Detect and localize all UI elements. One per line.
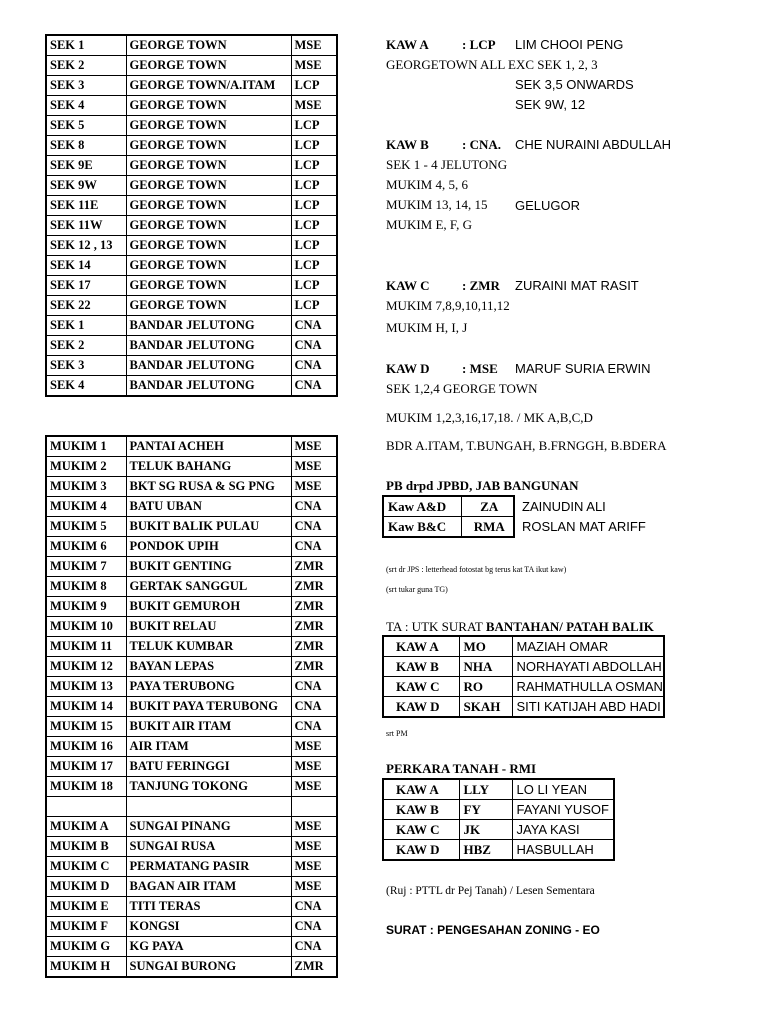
mukim-row [46, 677, 337, 697]
sek-row [46, 176, 337, 196]
kaw-b-label: KAW B [386, 137, 429, 152]
mukim-row-cell-2: AIR ITAM [126, 737, 291, 757]
sek-row [46, 35, 337, 56]
mukim-row-cell-3: MSE [291, 477, 337, 497]
ta-row-cell-3: RAHMATHULLA OSMAN [512, 677, 664, 697]
kaw-a-name: LIM CHOOI PENG [515, 37, 624, 52]
ta-row-cell-3: NORHAYATI ABDOLLAH [512, 657, 664, 677]
ta-row-cell-3: SITI KATIJAH ABD HADI [512, 697, 664, 718]
pb-row-name: ZAINUDIN ALI [522, 499, 606, 514]
mukim-row-cell-1: MUKIM 13 [46, 677, 126, 697]
rmi-row-cell-2: LLY [459, 779, 512, 800]
mukim-row-cell-2: PAYA TERUBONG [126, 677, 291, 697]
mukim-row-cell-3: CNA [291, 697, 337, 717]
rmi-table [382, 778, 615, 861]
mukim-row-cell-1: MUKIM 18 [46, 777, 126, 797]
pb-row-cell-1: Kaw B&C [383, 517, 461, 538]
sek-row-cell-2: GEORGE TOWN [126, 116, 291, 136]
pb-row-cell-2: ZA [461, 496, 514, 517]
sek-row-cell-2: BANDAR JELUTONG [126, 376, 291, 397]
mukim-row-cell-2: BATU UBAN [126, 497, 291, 517]
kaw-a-code: : LCP [462, 37, 496, 52]
sek-row [46, 56, 337, 76]
sek-row-cell-3: LCP [291, 276, 337, 296]
mukim-row-cell-2: SUNGAI PINANG [126, 817, 291, 837]
kaw-b-name: CHE NURAINI ABDULLAH [515, 137, 672, 152]
sek-row-cell-2: BANDAR JELUTONG [126, 316, 291, 336]
mukim-row [46, 597, 337, 617]
pb-note1 [386, 562, 566, 578]
pb-row [383, 496, 514, 517]
sek-row-cell-1: SEK 11W [46, 216, 126, 236]
mukim-row-cell-3: ZMR [291, 657, 337, 677]
rmi-row-cell-1: KAW A [383, 779, 459, 800]
kaw-d-code: : MSE [462, 361, 498, 376]
mukim-row [46, 717, 337, 737]
rmi-note: (Ruj : PTTL dr Pej Tanah) / Lesen Sementara [386, 885, 595, 897]
mukim-row [46, 957, 337, 978]
sek-row [46, 216, 337, 236]
mukim-row [46, 557, 337, 577]
pb-table [382, 495, 515, 538]
rmi-row-cell-1: KAW D [383, 840, 459, 861]
sek-row [46, 96, 337, 116]
mukim-row-cell-1: MUKIM 8 [46, 577, 126, 597]
mukim-row-cell-2: BUKIT BALIK PULAU [126, 517, 291, 537]
mukim-row-cell-3: MSE [291, 857, 337, 877]
ta-row-cell-2: MO [459, 636, 512, 657]
kaw-a-line1: GEORGETOWN ALL EXC SEK 1, 2, 3 [386, 57, 598, 72]
mukim-row-cell-1: MUKIM F [46, 917, 126, 937]
mukim-row-cell-2: TITI TERAS [126, 897, 291, 917]
kaw-c-name: ZURAINI MAT RASIT [515, 278, 639, 293]
rmi-row-cell-3: HASBULLAH [512, 840, 614, 861]
mukim-row-cell-3 [291, 797, 337, 817]
ta-title-prefix: TA : UTK SURAT [386, 619, 486, 634]
mukim-row-cell-3: ZMR [291, 597, 337, 617]
rmi-row-cell-1: KAW C [383, 820, 459, 840]
sek-row [46, 336, 337, 356]
sek-row-cell-2: GEORGE TOWN [126, 176, 291, 196]
rmi-row [383, 800, 614, 820]
mukim-row-cell-3: CNA [291, 517, 337, 537]
mukim-row [46, 577, 337, 597]
sek-row-cell-2: GEORGE TOWN [126, 276, 291, 296]
mukim-table [45, 435, 338, 978]
sek-row-cell-3: LCP [291, 296, 337, 316]
mukim-row-cell-3: CNA [291, 677, 337, 697]
mukim-row-cell-1: MUKIM 5 [46, 517, 126, 537]
rmi-row [383, 840, 614, 861]
mukim-row-cell-3: CNA [291, 897, 337, 917]
sek-row-cell-2: GEORGE TOWN [126, 56, 291, 76]
mukim-row-cell-3: ZMR [291, 617, 337, 637]
kaw-b-line3: MUKIM 13, 14, 15 [386, 197, 488, 212]
mukim-row-cell-2: PANTAI ACHEH [126, 436, 291, 457]
sek-row-cell-1: SEK 2 [46, 56, 126, 76]
kaw-d-line3: BDR A.ITAM, T.BUNGAH, B.FRNGGH, B.BDERA [386, 438, 667, 453]
mukim-row [46, 797, 337, 817]
sek-row-cell-3: LCP [291, 236, 337, 256]
sek-row-cell-1: SEK 1 [46, 35, 126, 56]
mukim-row-cell-2: TELUK KUMBAR [126, 637, 291, 657]
mukim-row-cell-2: GERTAK SANGGUL [126, 577, 291, 597]
sek-row-cell-3: CNA [291, 316, 337, 336]
mukim-row-cell-3: MSE [291, 757, 337, 777]
mukim-row [46, 617, 337, 637]
sek-row-cell-2: GEORGE TOWN [126, 256, 291, 276]
mukim-row-cell-2: BUKIT GENTING [126, 557, 291, 577]
mukim-row [46, 517, 337, 537]
mukim-row [46, 457, 337, 477]
mukim-row-cell-2: BUKIT RELAU [126, 617, 291, 637]
sek-row [46, 376, 337, 397]
mukim-row [46, 757, 337, 777]
sek-row [46, 356, 337, 376]
kaw-c-line2: MUKIM H, I, J [386, 320, 468, 335]
rmi-row-cell-2: JK [459, 820, 512, 840]
sek-row [46, 76, 337, 96]
sek-row-cell-3: CNA [291, 336, 337, 356]
mukim-row-cell-2: PERMATANG PASIR [126, 857, 291, 877]
mukim-row-cell-1: MUKIM 14 [46, 697, 126, 717]
mukim-row-cell-3: MSE [291, 777, 337, 797]
mukim-row-cell-1: MUKIM 12 [46, 657, 126, 677]
sek-row [46, 256, 337, 276]
pb-note2: (srt tukar guna TG) [386, 585, 448, 594]
sek-row-cell-2: GEORGE TOWN [126, 35, 291, 56]
surat-title: SURAT : PENGESAHAN ZONING - EO [386, 923, 600, 937]
sek-row-cell-1: SEK 8 [46, 136, 126, 156]
mukim-row-cell-1: MUKIM 10 [46, 617, 126, 637]
mukim-row-cell-2: SUNGAI RUSA [126, 837, 291, 857]
rmi-row-cell-2: HBZ [459, 840, 512, 861]
sek-row-cell-1: SEK 4 [46, 376, 126, 397]
mukim-row [46, 877, 337, 897]
sek-row [46, 316, 337, 336]
sek-row-cell-1: SEK 3 [46, 76, 126, 96]
kaw-a-label: KAW A [386, 37, 429, 52]
rmi-row-cell-3: FAYANI YUSOF [512, 800, 614, 820]
sek-row-cell-2: GEORGE TOWN [126, 296, 291, 316]
mukim-row-cell-2: BATU FERINGGI [126, 757, 291, 777]
mukim-row-cell-3: CNA [291, 937, 337, 957]
kaw-d-label: KAW D [386, 361, 430, 376]
mukim-row-cell-3: CNA [291, 537, 337, 557]
sek-row-cell-3: CNA [291, 356, 337, 376]
sek-row-cell-3: LCP [291, 76, 337, 96]
sek-row-cell-1: SEK 4 [46, 96, 126, 116]
mukim-row-cell-2 [126, 797, 291, 817]
mukim-row-cell-2: KONGSI [126, 917, 291, 937]
rmi-title: PERKARA TANAH - RMI [386, 761, 537, 776]
sek-row [46, 276, 337, 296]
sek-row-cell-1: SEK 9E [46, 156, 126, 176]
mukim-row-cell-2: BUKIT PAYA TERUBONG [126, 697, 291, 717]
mukim-row-cell-3: CNA [291, 917, 337, 937]
sek-row-cell-3: MSE [291, 56, 337, 76]
mukim-row [46, 837, 337, 857]
sek-row-cell-2: GEORGE TOWN [126, 96, 291, 116]
mukim-row-cell-1: MUKIM B [46, 837, 126, 857]
sek-row-cell-2: GEORGE TOWN [126, 156, 291, 176]
mukim-row-cell-2: BUKIT GEMUROH [126, 597, 291, 617]
mukim-row-cell-3: MSE [291, 837, 337, 857]
sek-row-cell-2: GEORGE TOWN [126, 136, 291, 156]
ta-row-cell-3: MAZIAH OMAR [512, 636, 664, 657]
mukim-row [46, 436, 337, 457]
mukim-row-cell-3: ZMR [291, 577, 337, 597]
sek-row-cell-1: SEK 3 [46, 356, 126, 376]
sek-row-cell-2: GEORGE TOWN [126, 196, 291, 216]
mukim-row-cell-2: TANJUNG TOKONG [126, 777, 291, 797]
sek-row-cell-1: SEK 5 [46, 116, 126, 136]
mukim-row-cell-1: MUKIM E [46, 897, 126, 917]
kaw-b-line3b: GELUGOR [515, 198, 581, 213]
ta-row [383, 636, 664, 657]
ta-row-cell-2: RO [459, 677, 512, 697]
ta-row [383, 677, 664, 697]
ta-row-cell-1: KAW C [383, 677, 459, 697]
sek-row-cell-1: SEK 14 [46, 256, 126, 276]
pb-row-name: ROSLAN MAT ARIFF [522, 519, 646, 534]
kaw-a-line3: SEK 9W, 12 [515, 97, 586, 112]
sek-row-cell-3: LCP [291, 196, 337, 216]
mukim-row-cell-3: MSE [291, 737, 337, 757]
sek-row-cell-1: SEK 11E [46, 196, 126, 216]
rmi-row-cell-3: LO LI YEAN [512, 779, 614, 800]
mukim-row [46, 697, 337, 717]
sek-row [46, 236, 337, 256]
mukim-row-cell-1: MUKIM C [46, 857, 126, 877]
rmi-row-cell-1: KAW B [383, 800, 459, 820]
mukim-row-cell-2: BUKIT AIR ITAM [126, 717, 291, 737]
mukim-row-cell-1: MUKIM 1 [46, 436, 126, 457]
sek-row-cell-2: BANDAR JELUTONG [126, 336, 291, 356]
mukim-row-cell-1: MUKIM 16 [46, 737, 126, 757]
ta-title [386, 619, 654, 635]
mukim-row-cell-3: ZMR [291, 957, 337, 978]
mukim-row-cell-2: PONDOK UPIH [126, 537, 291, 557]
sek-row-cell-3: LCP [291, 256, 337, 276]
pb-row-cell-2: RMA [461, 517, 514, 538]
sek-row-cell-3: LCP [291, 216, 337, 236]
mukim-row [46, 637, 337, 657]
ta-row-cell-2: NHA [459, 657, 512, 677]
sek-row-cell-1: SEK 12 , 13 [46, 236, 126, 256]
sek-row [46, 196, 337, 216]
mukim-row [46, 937, 337, 957]
mukim-row-cell-1: MUKIM 4 [46, 497, 126, 517]
mukim-row-cell-1: MUKIM G [46, 937, 126, 957]
mukim-row-cell-2: BKT SG RUSA & SG PNG [126, 477, 291, 497]
sek-row [46, 136, 337, 156]
mukim-row [46, 537, 337, 557]
mukim-row-cell-1: MUKIM D [46, 877, 126, 897]
mukim-row-cell-2: SUNGAI BURONG [126, 957, 291, 978]
ta-note: srt PM [386, 729, 408, 738]
mukim-row [46, 477, 337, 497]
kaw-b-line1: SEK 1 - 4 JELUTONG [386, 157, 508, 172]
sek-row-cell-3: LCP [291, 176, 337, 196]
mukim-row [46, 897, 337, 917]
mukim-row-cell-1: MUKIM 15 [46, 717, 126, 737]
mukim-row-cell-3: MSE [291, 877, 337, 897]
mukim-row-cell-1: MUKIM 7 [46, 557, 126, 577]
mukim-row-cell-3: CNA [291, 717, 337, 737]
sek-row-cell-3: CNA [291, 376, 337, 397]
rmi-row [383, 779, 614, 800]
mukim-row [46, 817, 337, 837]
mukim-row-cell-3: ZMR [291, 557, 337, 577]
sek-row-cell-1: SEK 17 [46, 276, 126, 296]
kaw-c-code: : ZMR [462, 278, 500, 293]
sek-row [46, 116, 337, 136]
mukim-row [46, 777, 337, 797]
pb-row-cell-1: Kaw A&D [383, 496, 461, 517]
kaw-b-line2: MUKIM 4, 5, 6 [386, 177, 468, 192]
pb-row [383, 517, 514, 538]
sek-row-cell-2: GEORGE TOWN/A.ITAM [126, 76, 291, 96]
sek-row [46, 156, 337, 176]
sek-row-cell-3: MSE [291, 35, 337, 56]
sek-row-cell-1: SEK 22 [46, 296, 126, 316]
mukim-row-cell-1: MUKIM 9 [46, 597, 126, 617]
mukim-row-cell-3: MSE [291, 436, 337, 457]
sek-row-cell-3: LCP [291, 156, 337, 176]
mukim-row [46, 737, 337, 757]
mukim-row-cell-3: ZMR [291, 637, 337, 657]
kaw-d-line2: MUKIM 1,2,3,16,17,18. / MK A,B,C,D [386, 410, 593, 425]
kaw-a-line2: SEK 3,5 ONWARDS [515, 77, 634, 92]
mukim-row-cell-1: MUKIM 2 [46, 457, 126, 477]
mukim-row [46, 857, 337, 877]
sek-row-cell-3: MSE [291, 96, 337, 116]
sek-row-cell-2: BANDAR JELUTONG [126, 356, 291, 376]
ta-row-cell-1: KAW B [383, 657, 459, 677]
kaw-c-label: KAW C [386, 278, 430, 293]
mukim-row-cell-1: MUKIM 11 [46, 637, 126, 657]
rmi-row [383, 820, 614, 840]
sek-row-cell-1: SEK 1 [46, 316, 126, 336]
mukim-row-cell-1: MUKIM 6 [46, 537, 126, 557]
sek-row-cell-1: SEK 9W [46, 176, 126, 196]
mukim-row-cell-2: BAGAN AIR ITAM [126, 877, 291, 897]
sek-row-cell-1: SEK 2 [46, 336, 126, 356]
mukim-row [46, 657, 337, 677]
sek-row-cell-3: LCP [291, 116, 337, 136]
sek-row-cell-3: LCP [291, 136, 337, 156]
mukim-row-cell-2: KG PAYA [126, 937, 291, 957]
mukim-row-cell-1: MUKIM H [46, 957, 126, 978]
mukim-row-cell-3: CNA [291, 497, 337, 517]
pb-title: PB drpd JPBD, JAB BANGUNAN [386, 478, 579, 493]
mukim-row-cell-2: TELUK BAHANG [126, 457, 291, 477]
kaw-b-code: : CNA. [462, 137, 501, 152]
ta-table [382, 635, 665, 718]
mukim-row-cell-1: MUKIM 17 [46, 757, 126, 777]
kaw-b-line4: MUKIM E, F, G [386, 217, 472, 232]
sek-table [45, 34, 338, 397]
kaw-c-line1: MUKIM 7,8,9,10,11,12 [386, 298, 510, 313]
kaw-d-name: MARUF SURIA ERWIN [515, 361, 651, 376]
ta-title-bold: BANTAHAN/ PATAH BALIK [485, 619, 654, 634]
sek-row-cell-2: GEORGE TOWN [126, 216, 291, 236]
rmi-row-cell-3: JAYA KASI [512, 820, 614, 840]
sek-row [46, 296, 337, 316]
ta-row [383, 697, 664, 718]
ta-row-cell-1: KAW A [383, 636, 459, 657]
mukim-row-cell-3: MSE [291, 817, 337, 837]
mukim-row-cell-1: MUKIM A [46, 817, 126, 837]
ta-row-cell-1: KAW D [383, 697, 459, 718]
sek-row-cell-2: GEORGE TOWN [126, 236, 291, 256]
mukim-row-cell-3: MSE [291, 457, 337, 477]
kaw-d-line1: SEK 1,2,4 GEORGE TOWN [386, 381, 538, 396]
ta-row-cell-2: SKAH [459, 697, 512, 718]
ta-row [383, 657, 664, 677]
rmi-row-cell-2: FY [459, 800, 512, 820]
mukim-row-cell-2: BAYAN LEPAS [126, 657, 291, 677]
mukim-row-cell-1: MUKIM 3 [46, 477, 126, 497]
pb-note1-text: (srt dr JPS : letterhead fotostat bg terus kat TA ikut kaw) [386, 565, 567, 574]
mukim-row [46, 497, 337, 517]
mukim-row [46, 917, 337, 937]
mukim-row-cell-1 [46, 797, 126, 817]
